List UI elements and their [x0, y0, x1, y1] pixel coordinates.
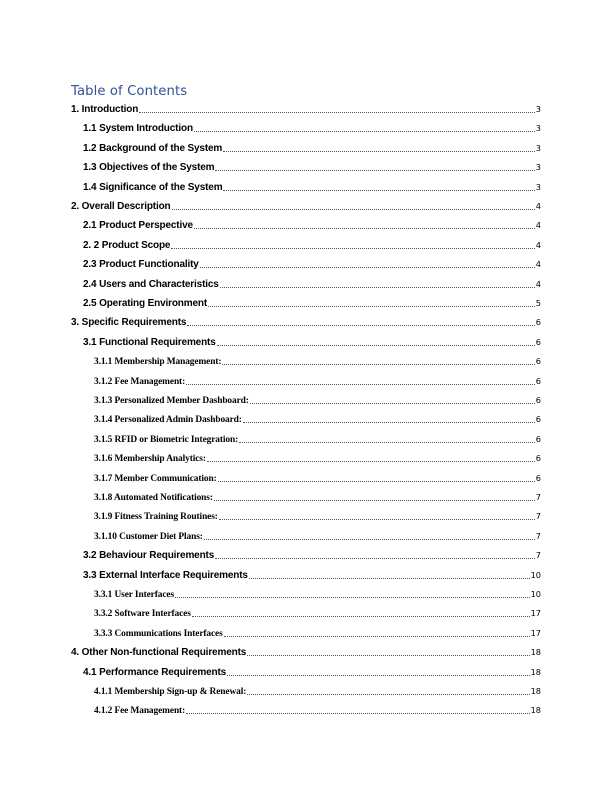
toc-entry[interactable] [94, 531, 541, 545]
toc-entry-page-number[interactable]: 3 [535, 104, 541, 114]
dot-leader [227, 675, 529, 676]
toc-entry[interactable] [94, 608, 541, 622]
toc-entry-label[interactable]: 3. Specific Requirements [71, 317, 187, 329]
toc-entry[interactable] [94, 414, 541, 428]
toc-entry[interactable] [83, 337, 541, 351]
toc-entry-page-number[interactable]: 4 [535, 201, 541, 211]
toc-entry[interactable] [83, 570, 541, 584]
toc-entry-label[interactable]: 2.4 Users and Characteristics [83, 278, 219, 290]
dot-leader [243, 422, 535, 423]
toc-entry-label[interactable]: 2.1 Product Perspective [83, 220, 193, 232]
toc-entry-page-number[interactable]: 4 [535, 220, 541, 231]
toc-entry[interactable] [71, 317, 541, 331]
toc-entry-page-number[interactable]: 5 [535, 298, 541, 308]
dot-leader [222, 364, 534, 365]
dot-leader [215, 558, 535, 559]
toc-entry-page-number[interactable]: 6 [535, 317, 541, 328]
dot-leader [186, 384, 535, 385]
toc-heading: Table of Contents [71, 84, 188, 99]
toc-entry-label[interactable]: 1. Introduction [71, 104, 139, 115]
toc-entry-label[interactable]: 3.1.3 Personalized Member Dashboard: [94, 396, 249, 406]
toc-entry[interactable] [94, 434, 541, 448]
toc-entry[interactable] [83, 259, 541, 273]
toc-entry-page-number[interactable]: 7 [535, 492, 541, 502]
toc-entry-label[interactable]: 3.2 Behaviour Requirements [83, 550, 215, 562]
toc-entry-label[interactable]: 3.1.4 Personalized Admin Dashboard: [94, 415, 242, 426]
toc-entry-label[interactable]: 3.1.8 Automated Notifications: [94, 493, 213, 503]
dot-leader [220, 287, 535, 288]
toc-entry-page-number[interactable]: 18 [530, 647, 541, 658]
dot-leader [186, 713, 529, 714]
dot-leader [175, 597, 530, 598]
dot-leader [249, 578, 530, 579]
toc-entry[interactable] [94, 453, 541, 467]
toc-entry[interactable] [94, 356, 541, 370]
toc-entry-page-number[interactable]: 6 [535, 472, 541, 483]
dot-leader [219, 519, 535, 520]
toc-entry-page-number[interactable]: 7 [535, 550, 541, 561]
toc-entry[interactable] [71, 104, 541, 118]
toc-entry-page-number[interactable]: 18 [530, 686, 541, 696]
toc-entry-label[interactable]: 3.3.2 Software Interfaces [94, 609, 191, 620]
dot-leader [172, 209, 535, 210]
toc-entry[interactable] [83, 123, 541, 137]
toc-entry[interactable] [94, 686, 541, 700]
dot-leader [207, 461, 535, 462]
toc-entry-label[interactable]: 3.3.1 User Interfaces [94, 590, 174, 600]
toc-entry[interactable] [83, 162, 541, 176]
dot-leader [217, 345, 535, 346]
toc-entry-page-number[interactable]: 6 [535, 375, 541, 386]
dot-leader [204, 539, 535, 540]
dot-leader [194, 131, 535, 132]
toc-entry-page-number[interactable]: 10 [530, 589, 541, 599]
toc-entry-label[interactable]: 3.1.5 RFID or Biometric Integration: [94, 434, 239, 445]
dot-leader [224, 636, 530, 637]
toc-entry-label[interactable]: 3.1.9 Fitness Training Routines: [94, 512, 218, 523]
toc-entry-label[interactable]: 2. Overall Description [71, 201, 171, 212]
toc-entry-page-number[interactable]: 17 [530, 627, 541, 638]
toc-entry-label[interactable]: 4.1.2 Fee Management: [94, 706, 186, 717]
toc-entry[interactable] [94, 492, 541, 506]
toc-entry[interactable] [83, 667, 541, 681]
toc-entry-label[interactable]: 1.1 System Introduction [83, 123, 193, 135]
toc-entry-label[interactable]: 3.1.10 Customer Diet Plans: [94, 531, 203, 542]
toc-entry[interactable] [94, 705, 541, 719]
dot-leader [139, 112, 535, 113]
toc-entry-label[interactable]: 4.1 Performance Requirements [83, 666, 227, 678]
dot-leader [192, 616, 530, 617]
toc-entry-page-number[interactable]: 3 [535, 142, 541, 153]
toc-entry-page-number[interactable]: 4 [535, 239, 541, 250]
toc-entry-label[interactable]: 1.4 Significance of the System [83, 181, 223, 193]
toc-entry-page-number[interactable]: 6 [535, 433, 541, 444]
dot-leader [247, 655, 529, 656]
toc-entry[interactable] [83, 143, 541, 157]
toc-entry[interactable] [83, 298, 541, 312]
dot-leader [187, 325, 534, 326]
toc-entry-page-number[interactable]: 6 [535, 453, 541, 464]
toc-entry-label[interactable]: 3.1 Functional Requirements [83, 336, 216, 348]
dot-leader [208, 306, 535, 307]
toc-entry-label[interactable]: 1.2 Background of the System [83, 142, 223, 154]
toc-entry-label[interactable]: 4.1.1 Membership Sign-up & Renewal: [94, 687, 247, 697]
toc-entry-page-number[interactable]: 4 [535, 278, 541, 289]
toc-entry-page-number[interactable]: 6 [535, 395, 541, 405]
toc-entry[interactable] [83, 220, 541, 234]
toc-entry[interactable] [94, 376, 541, 390]
toc-entry-label[interactable]: 2. 2 Product Scope [83, 239, 171, 251]
dot-leader [171, 248, 534, 249]
toc-entry[interactable] [83, 182, 541, 196]
dot-leader [214, 500, 535, 501]
toc-entry[interactable] [94, 589, 541, 603]
toc-entry-page-number[interactable]: 6 [535, 356, 541, 367]
toc-entry[interactable] [83, 550, 541, 564]
dot-leader [218, 481, 535, 482]
toc-entry-label[interactable]: 2.5 Operating Environment [83, 298, 208, 309]
dot-leader [239, 442, 535, 443]
toc-entry-label[interactable]: 3.1.7 Member Communication: [94, 473, 217, 484]
toc-entry[interactable] [71, 201, 541, 215]
toc-entry-page-number[interactable]: 17 [530, 608, 541, 619]
toc-entry[interactable] [71, 647, 541, 661]
toc-entry-page-number[interactable]: 7 [535, 511, 541, 522]
toc-entry-page-number[interactable]: 3 [535, 181, 541, 192]
dot-leader [194, 228, 535, 229]
toc-entry[interactable] [83, 279, 541, 293]
dot-leader [223, 151, 535, 152]
toc-entry[interactable] [94, 628, 541, 642]
toc-entry[interactable] [94, 473, 541, 487]
dot-leader [223, 190, 534, 191]
toc-entry-page-number[interactable]: 10 [530, 569, 541, 580]
toc-entry-page-number[interactable]: 18 [530, 666, 541, 677]
toc-entry-page-number[interactable]: 6 [535, 336, 541, 347]
toc-entry-label[interactable]: 3.3 External Interface Requirements [83, 569, 248, 581]
toc-entry[interactable] [83, 240, 541, 254]
toc-entry-label[interactable]: 4. Other Non-functional Requirements [71, 647, 247, 659]
dot-leader [250, 403, 535, 404]
toc-entry-label[interactable]: 3.1.2 Fee Management: [94, 376, 186, 387]
dot-leader [247, 694, 529, 695]
toc-entry-label[interactable]: 3.3.3 Communications Interfaces [94, 628, 223, 639]
toc-entry-page-number[interactable]: 3 [535, 123, 541, 134]
toc-entry-label[interactable]: 2.3 Product Functionality [83, 259, 199, 271]
toc-entry-page-number[interactable]: 4 [535, 259, 541, 270]
toc-entry-page-number[interactable]: 3 [535, 162, 541, 173]
toc-entry-page-number[interactable]: 6 [535, 414, 541, 425]
toc-entry-label[interactable]: 3.1.6 Membership Analytics: [94, 454, 206, 465]
dot-leader [215, 170, 534, 171]
toc-entry-label[interactable]: 3.1.1 Membership Management: [94, 357, 222, 368]
dot-leader [200, 267, 535, 268]
toc-entry-label[interactable]: 1.3 Objectives of the System [83, 162, 215, 174]
toc-entry[interactable] [94, 511, 541, 525]
toc-entry[interactable] [94, 395, 541, 409]
toc-entry-page-number[interactable]: 7 [535, 530, 541, 541]
toc-entry-page-number[interactable]: 18 [530, 705, 541, 716]
